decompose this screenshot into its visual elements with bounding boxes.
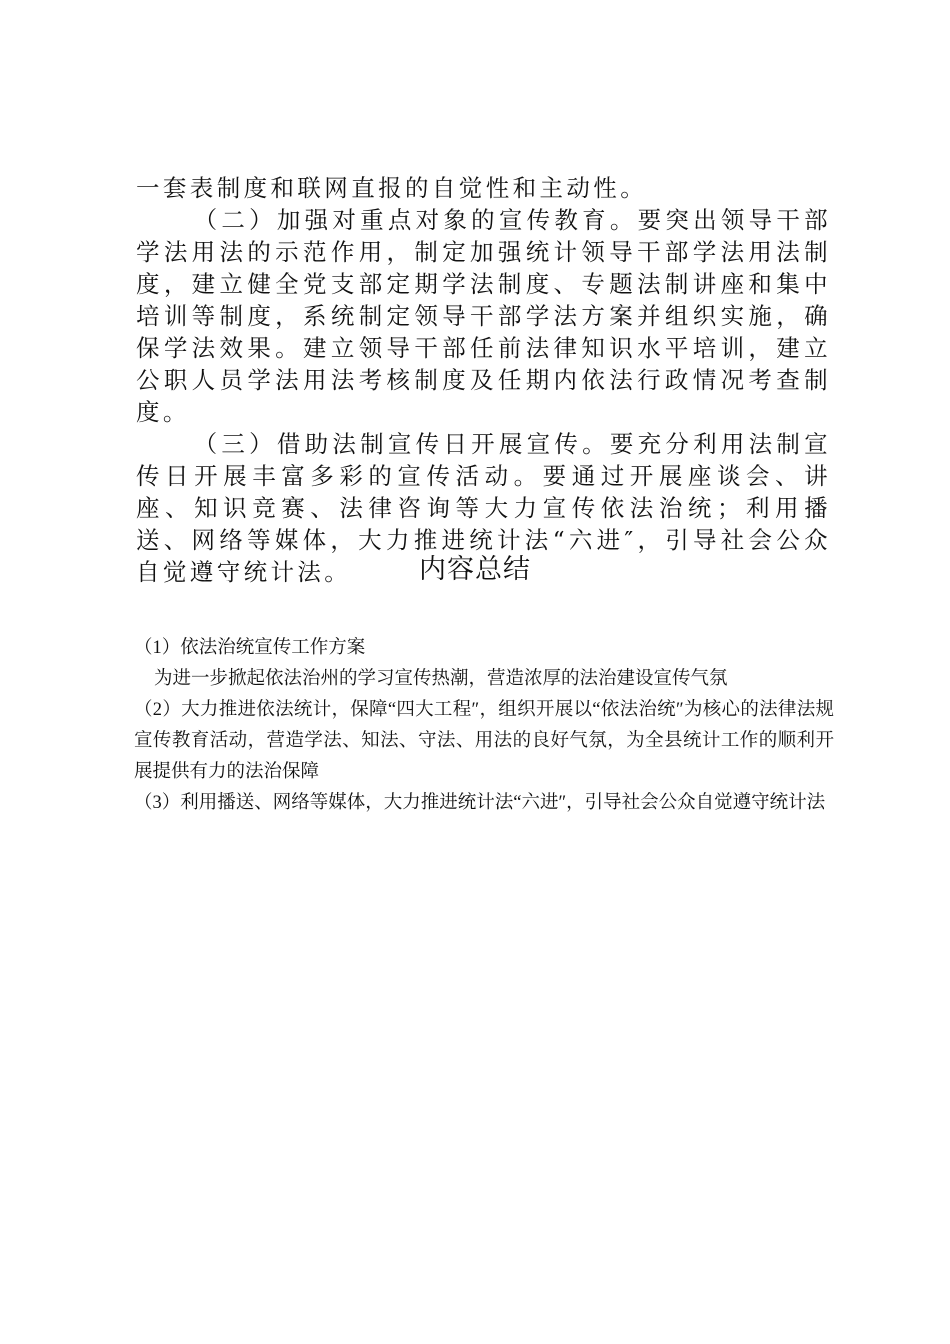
- summary-section: [134, 633, 834, 819]
- summary-title: 内容总结: [419, 554, 531, 585]
- paragraph-key-targets: （二）加强对重点对象的宣传教育。要突出领导干部学法用法的示范作用，制定加强统计领导干部学法用法制度，建立健全党支部定期学法制度、专题法制讲座和集中培训等制度，系统制定领导干部学法方案并组织实施，确保学法效果。建立领导干部任前法律知识水平培训，建立公职人员学法用法考核制度及任期内依法行政情况考查制度。: [136, 206, 831, 426]
- paragraph-continuation: 一套表制度和联网直报的自觉性和主动性。: [136, 174, 648, 202]
- summary-item-2: （2）大力推进依法统计，保障“四大工程″，组织开展以“依法治统″为核心的法律法规宣传教育活动，营造学法、知法、守法、用法的良好气氛，为全县统计工作的顺利开展提供有力的法治保障: [134, 700, 834, 782]
- summary-item-1-detail: 为进一步掀起依法治州的学习宣传热潮，营造浓厚的法治建设宣传气氛: [154, 669, 728, 689]
- summary-item-3: （3）利用播送、网络等媒体，大力推进统计法“六进″，引导社会公众自觉遵守统计法: [134, 793, 826, 813]
- body-text: [136, 172, 831, 588]
- summary-item-1: （1）依法治统宣传工作方案: [134, 638, 366, 658]
- paragraph-publicity-day: （三）借助法制宣传日开展宣传。要充分利用法制宣传日开展丰富多彩的宣传活动。要通过开展座谈会、讲座、知识竞赛、法律咨询等大力宣传依法治统；利用播送、网络等媒体，大力推进统计法“六进″，引导社会公众自觉遵守统计法。: [136, 430, 831, 586]
